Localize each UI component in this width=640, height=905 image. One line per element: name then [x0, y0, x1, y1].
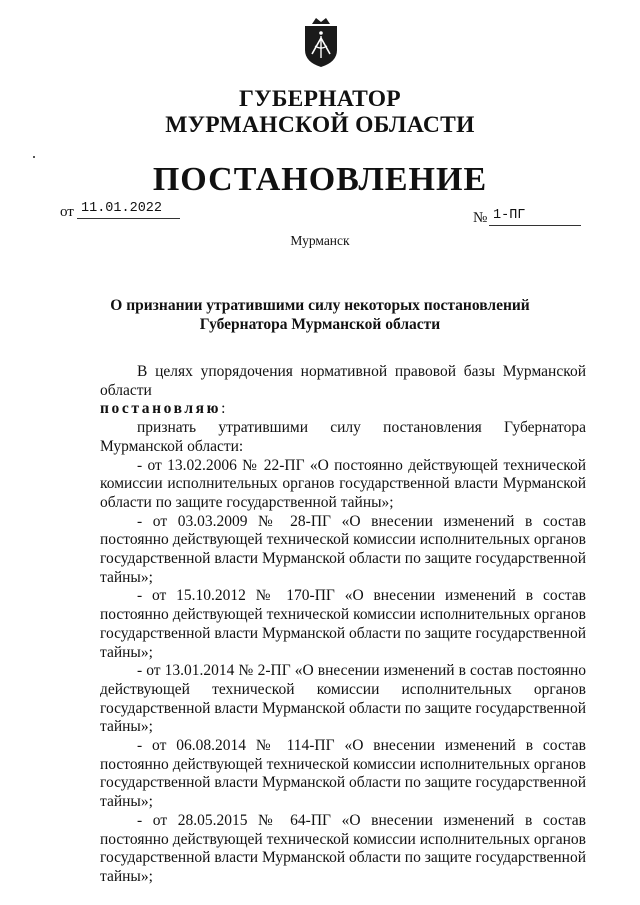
document-body	[100, 363, 586, 887]
decree-word: постановляю	[100, 400, 222, 418]
intro-paragraph	[100, 363, 586, 419]
document-type-heading: ПОСТАНОВЛЕНИЕ	[152, 161, 488, 198]
subject-line-2: Губернатора Мурманской области	[199, 316, 441, 333]
date-value: 11.01.2022	[77, 201, 180, 219]
subject-line-1: О признании утратившими силу некоторых постановлений	[110, 297, 530, 314]
lead-paragraph: признать утратившими силу постановления Губернатора Мурманской области:	[100, 419, 586, 455]
number-value: 1-ПГ	[489, 208, 581, 226]
list-item: - от 15.10.2012 № 170-ПГ «О внесении изменений в состав постоянно действующей технической комиссии исполнительных органов государственной власти Мурманской области по защите государственной тайны»;	[100, 587, 586, 661]
decree-colon: :	[221, 400, 226, 418]
list-item: - от 13.02.2006 № 22-ПГ «О постоянно действующей технической комиссии исполнительных органов государственной власти Мурманской области по защите государственной тайны»;	[100, 456, 586, 511]
scan-speck	[33, 156, 35, 158]
number-label: №	[473, 210, 488, 226]
city-name: Мурманск	[290, 233, 350, 248]
list-item: - от 06.08.2014 № 114-ПГ «О внесении изменений в состав постоянно действующей технической комиссии исполнительных органов государственной власти Мурманской области по защите государственной тайны»;	[100, 737, 586, 811]
page-title-line-1: ГУБЕРНАТОР	[239, 86, 401, 112]
list-item: - от 13.01.2014 № 2-ПГ «О внесении изменений в состав постоянно действующей технической комиссии исполнительных органов государственной власти Мурманской области по защите государственной тайны»;	[100, 662, 586, 736]
intro-text: В целях упорядочения нормативной правовой базы Мурманской области	[100, 363, 586, 399]
page-title-line-2: МУРМАНСКОЙ ОБЛАСТИ	[165, 112, 475, 138]
date-label: от	[60, 204, 74, 220]
coat-of-arms-icon	[302, 14, 340, 68]
list-item: - от 03.03.2009 № 28-ПГ «О внесении изменений в состав постоянно действующей технической комиссии исполнительных органов государственной власти Мурманской области по защите государственной тайны»;	[100, 512, 586, 586]
document-subject	[0, 296, 640, 334]
list-item: - от 28.05.2015 № 64-ПГ «О внесении изменений в состав постоянно действующей технической комиссии исполнительных органов государственной власти Мурманской области по защите государственной тайны»;	[100, 811, 586, 885]
